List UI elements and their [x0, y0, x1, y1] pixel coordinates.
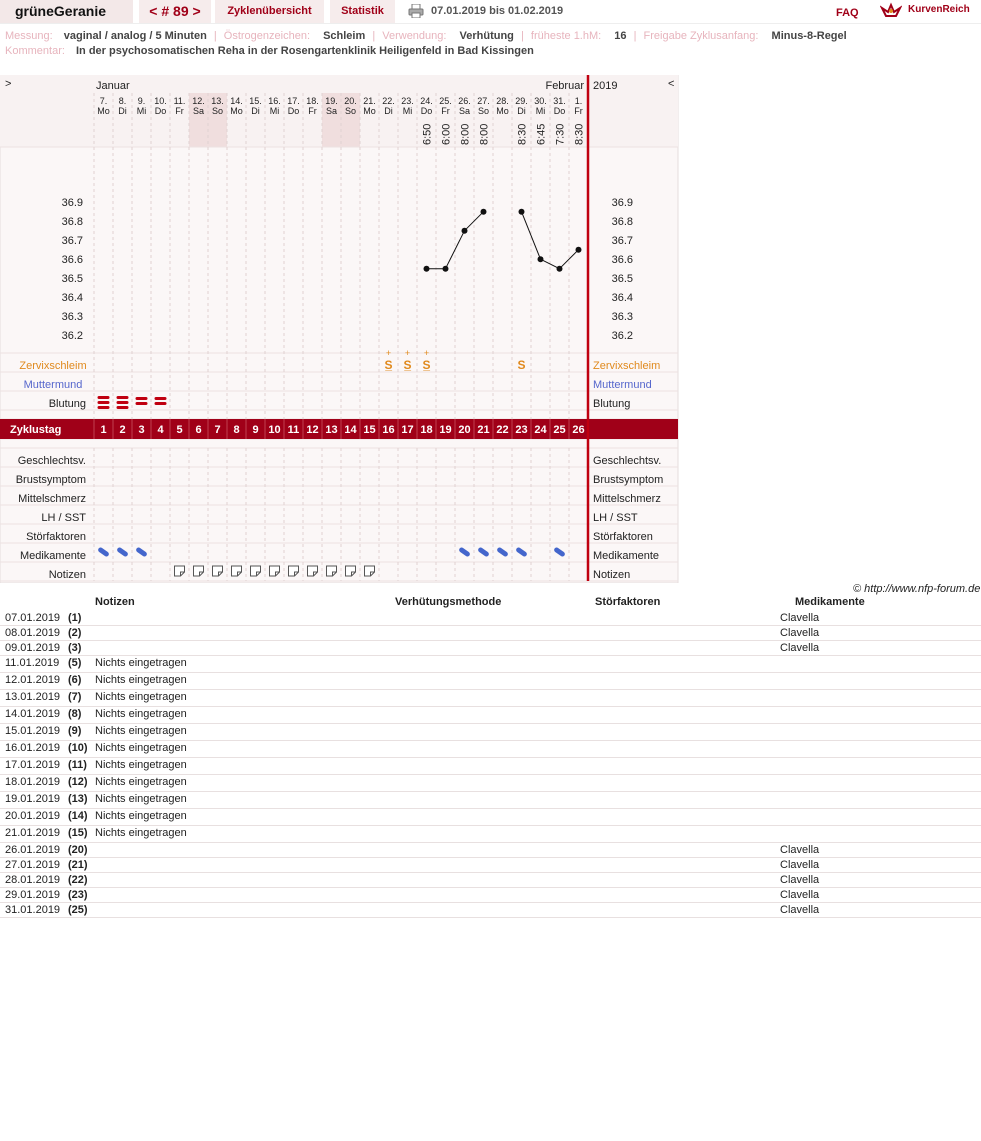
- info-line-2: [5, 45, 534, 57]
- zervix-plus-mark: +: [423, 348, 430, 358]
- row-note: Nichts eingetragen: [95, 725, 187, 737]
- row-date: 12.01.2019: [5, 674, 61, 686]
- day-number: 24.: [420, 96, 433, 106]
- table-row: [0, 611, 981, 626]
- row-date: 31.01.2019: [5, 904, 61, 916]
- tab-cycle-overview[interactable]: Zyklenübersicht: [215, 0, 324, 23]
- username-tab[interactable]: grüneGeranie: [0, 0, 133, 23]
- weekday-label: Do: [420, 106, 433, 116]
- row-note: Nichts eingetragen: [95, 742, 187, 754]
- y-tick-label-right: 36.3: [611, 311, 633, 324]
- table-row: [0, 873, 981, 888]
- row-date: 11.01.2019: [5, 657, 60, 669]
- weekday-label: Sa: [325, 106, 338, 116]
- separator: |: [520, 30, 524, 42]
- col-header-verhuetung: Verhütungsmethode: [395, 596, 502, 608]
- day-number: 8.: [118, 96, 127, 106]
- day-number: 7.: [99, 96, 108, 106]
- col-header-stoerfaktoren: Störfaktoren: [595, 596, 661, 608]
- row-cycle-day: (8): [68, 708, 82, 720]
- row-medication: Clavella: [780, 874, 820, 886]
- measurement-time: 8:00: [459, 123, 472, 145]
- weekday-label: Di: [384, 106, 393, 116]
- cycle-day-number: 24: [534, 424, 547, 436]
- separator: |: [633, 30, 637, 42]
- row-cycle-day: (20): [68, 844, 88, 856]
- day-number: 30.: [534, 96, 547, 106]
- row-date: 20.01.2019: [5, 810, 61, 822]
- cycle-day-number: 26: [572, 424, 585, 436]
- row-cycle-day: (9): [68, 725, 82, 737]
- cycle-day-number: 14: [344, 424, 357, 436]
- bleeding-mark: [155, 402, 167, 405]
- row-date: 17.01.2019: [5, 759, 61, 771]
- weekday-label: So: [477, 106, 490, 116]
- weekday-label: So: [344, 106, 357, 116]
- cycle-day-number: 23: [515, 424, 528, 436]
- row-note: Nichts eingetragen: [95, 674, 187, 686]
- top-bar: [0, 0, 981, 24]
- cycle-day-number: 18: [420, 424, 433, 436]
- y-tick-label-right: 36.2: [611, 330, 633, 343]
- frueh-label: früheste 1.hM:: [530, 30, 602, 42]
- day-number: 17.: [287, 96, 300, 106]
- row-label-zyklustag: Zyklustag: [10, 424, 62, 436]
- chart-background: [0, 75, 678, 583]
- day-number: 27.: [477, 96, 490, 106]
- row-label-muttermund: Muttermund: [23, 379, 83, 391]
- row-label-right-zervix: Zervixschleim: [593, 360, 661, 372]
- row-medication: Clavella: [780, 642, 820, 654]
- cycle-day-number: 16: [382, 424, 395, 436]
- day-number: 29.: [515, 96, 528, 106]
- row-date: 08.01.2019: [5, 627, 61, 639]
- y-tick-label: 36.2: [61, 330, 83, 343]
- day-number: 22.: [382, 96, 395, 106]
- row-cycle-day: (14): [68, 810, 88, 822]
- bleeding-mark: [98, 406, 110, 409]
- day-number: 18.: [306, 96, 319, 106]
- day-number: 1.: [574, 96, 583, 106]
- row-label-brust: Brustsymptom: [15, 474, 86, 486]
- row-cycle-day: (13): [68, 793, 88, 805]
- temperature-point: [519, 209, 525, 215]
- bleeding-mark: [117, 396, 129, 399]
- separator: |: [213, 30, 217, 42]
- temperature-point: [557, 266, 563, 272]
- row-label-right-blutung: Blutung: [593, 398, 631, 410]
- cycle-day-number: 17: [401, 424, 414, 436]
- row-note: Nichts eingetragen: [95, 708, 187, 720]
- row-note: Nichts eingetragen: [95, 691, 187, 703]
- day-number: 23.: [401, 96, 414, 106]
- table-row: [0, 673, 981, 690]
- table-row: [0, 843, 981, 858]
- row-cycle-day: (21): [68, 859, 88, 871]
- cycle-day-number: 3: [138, 424, 145, 436]
- oestrogen-value: Schleim: [323, 30, 366, 42]
- logo-text: KurvenReich: [908, 4, 970, 15]
- weekday-label: Do: [553, 106, 566, 116]
- row-label-right-medi: Medikamente: [593, 550, 660, 562]
- row-label-right-stoer: Störfaktoren: [593, 531, 653, 543]
- cycle-day-number: 2: [119, 424, 126, 436]
- separator: |: [372, 30, 376, 42]
- y-tick-label-right: 36.7: [611, 235, 633, 248]
- day-number: 9.: [137, 96, 146, 106]
- measurement-time: 8:30: [573, 123, 586, 145]
- row-label-zervix: Zervixschleim: [19, 360, 87, 372]
- day-number: 21.: [363, 96, 376, 106]
- measurement-time: 8:30: [516, 123, 529, 145]
- table-row: [0, 858, 981, 873]
- weekday-label: Sa: [192, 106, 205, 116]
- row-label-notizen: Notizen: [48, 569, 86, 581]
- bleeding-mark: [98, 401, 110, 404]
- weekday-label: Mi: [136, 106, 147, 116]
- cycle-day-number: 12: [306, 424, 319, 436]
- cycle-day-number: 15: [363, 424, 376, 436]
- row-cycle-day: (25): [68, 904, 88, 916]
- row-label-mittel: Mittelschmerz: [18, 493, 86, 505]
- row-cycle-day: (22): [68, 874, 88, 886]
- weekday-label: Fr: [175, 106, 184, 116]
- weekday-label: Mi: [535, 106, 546, 116]
- verwendung-label: Verwendung:: [382, 30, 447, 42]
- row-medication: Clavella: [780, 627, 820, 639]
- bleeding-mark: [117, 406, 129, 409]
- cycle-day-number: 5: [176, 424, 183, 436]
- col-header-notizen: Notizen: [95, 596, 135, 608]
- cycle-day-number: 22: [496, 424, 509, 436]
- row-date: 29.01.2019: [5, 889, 61, 901]
- row-note: Nichts eingetragen: [95, 759, 187, 771]
- row-cycle-day: (6): [68, 674, 82, 686]
- faq-link[interactable]: FAQ: [836, 7, 859, 19]
- row-date: 26.01.2019: [5, 844, 61, 856]
- row-cycle-day: (10): [68, 742, 88, 754]
- table-row: [0, 809, 981, 826]
- cycle-day-number: 8: [233, 424, 240, 436]
- row-label-right-geschlechtsv: Geschlechtsv.: [593, 455, 662, 467]
- temperature-point: [576, 247, 582, 253]
- cycle-day-number: 11: [287, 424, 300, 436]
- day-number: 14.: [230, 96, 243, 106]
- row-note: Nichts eingetragen: [95, 776, 187, 788]
- table-row: [0, 888, 981, 903]
- verwendung-value: Verhütung: [459, 30, 514, 42]
- nav-prev: >: [5, 78, 12, 90]
- weekday-label: Fr: [308, 106, 317, 116]
- bleeding-mark: [136, 397, 148, 400]
- y-tick-label-right: 36.5: [611, 273, 633, 286]
- row-cycle-day: (2): [68, 627, 82, 639]
- weekday-label: Mo: [97, 106, 110, 116]
- month-label-left: Januar: [96, 80, 130, 92]
- row-date: 28.01.2019: [5, 874, 61, 886]
- bleeding-mark: [155, 397, 167, 400]
- day-number: 11.: [173, 96, 186, 106]
- weekday-label: Mo: [363, 106, 376, 116]
- zervix-mark: S̲: [384, 358, 393, 372]
- row-date: 07.01.2019: [5, 612, 61, 624]
- day-number: 19.: [325, 96, 338, 106]
- row-note: Nichts eingetragen: [95, 827, 187, 839]
- cycle-day-number: 21: [477, 424, 490, 436]
- cycle-chart: [0, 75, 981, 583]
- weekday-label: Mo: [496, 106, 509, 116]
- weekday-label: Mi: [402, 106, 413, 116]
- weekday-label: Sa: [458, 106, 471, 116]
- table-row: [0, 792, 981, 809]
- cycle-day-number: 4: [157, 424, 164, 436]
- table-row: [0, 707, 981, 724]
- nav-next: <: [668, 78, 675, 90]
- table-row: [0, 656, 981, 673]
- cycle-day-number: 13: [325, 424, 338, 436]
- row-medication: Clavella: [780, 889, 820, 901]
- day-number: 13.: [211, 96, 224, 106]
- cycle-day-number: 25: [553, 424, 566, 436]
- table-row: [0, 741, 981, 758]
- row-note: Nichts eingetragen: [95, 810, 187, 822]
- frueh-value: 16: [614, 30, 627, 42]
- cycle-day-number: 19: [439, 424, 452, 436]
- table-row: [0, 724, 981, 741]
- day-number: 16.: [268, 96, 281, 106]
- day-number: 12.: [192, 96, 205, 106]
- cycle-day-number: 1: [100, 424, 107, 436]
- zervix-mark: S̲: [422, 358, 431, 372]
- row-date: 19.01.2019: [5, 793, 61, 805]
- info-line-1: [5, 30, 847, 42]
- temperature-point: [481, 209, 487, 215]
- row-date: 18.01.2019: [5, 776, 61, 788]
- y-tick-label: 36.4: [61, 292, 83, 305]
- row-date: 21.01.2019: [5, 827, 61, 839]
- row-date: 27.01.2019: [5, 859, 61, 871]
- temperature-point: [424, 266, 430, 272]
- table-row: [0, 758, 981, 775]
- oestrogen-label: Östrogenzeichen:: [223, 30, 310, 42]
- row-cycle-day: (1): [68, 612, 82, 624]
- row-label-medi: Medikamente: [19, 550, 86, 562]
- weekday-label: Di: [118, 106, 127, 116]
- y-tick-label: 36.8: [61, 216, 83, 229]
- zervix-plus-mark: +: [385, 348, 392, 358]
- weekday-label: Di: [517, 106, 526, 116]
- temperature-point: [538, 256, 544, 262]
- row-cycle-day: (15): [68, 827, 88, 839]
- row-medication: Clavella: [780, 904, 820, 916]
- y-tick-label: 36.9: [61, 197, 83, 210]
- measurement-time: 6:50: [421, 123, 434, 145]
- row-date: 13.01.2019: [5, 691, 61, 703]
- table-row: [0, 641, 981, 656]
- cycle-nav[interactable]: < # 89 >: [139, 0, 211, 23]
- y-tick-label: 36.7: [61, 235, 83, 248]
- weekday-label: Mo: [230, 106, 243, 116]
- kommentar-value: In der psychosomatischen Reha in der Rosengartenklinik Heiligenfeld in Bad Kissingen: [75, 45, 534, 57]
- row-medication: Clavella: [780, 859, 820, 871]
- zervix-mark: S̲: [403, 358, 412, 372]
- day-number: 28.: [496, 96, 509, 106]
- y-tick-label-right: 36.9: [611, 197, 633, 210]
- crown-icon: [880, 2, 902, 20]
- weekday-label: Do: [287, 106, 300, 116]
- messung-value: vaginal / analog / 5 Minuten: [63, 30, 207, 42]
- cycle-day-number: 10: [268, 424, 281, 436]
- row-note: Nichts eingetragen: [95, 793, 187, 805]
- row-label-stoer: Störfaktoren: [26, 531, 86, 543]
- kommentar-label: Kommentar:: [5, 45, 65, 57]
- copyright: © http://www.nfp-forum.de: [853, 583, 981, 595]
- kurvenreich-logo[interactable]: [880, 2, 980, 22]
- weekday-label: Do: [154, 106, 167, 116]
- row-medication: Clavella: [780, 612, 820, 624]
- row-date: 14.01.2019: [5, 708, 61, 720]
- row-medication: Clavella: [780, 844, 820, 856]
- day-number: 31.: [553, 96, 566, 106]
- measurement-time: 6:45: [535, 123, 548, 145]
- day-number: 10.: [154, 96, 167, 106]
- measurement-time: 6:00: [440, 123, 453, 145]
- bleeding-mark: [136, 402, 148, 405]
- day-number: 25.: [439, 96, 452, 106]
- measurement-time: 8:00: [478, 123, 491, 145]
- row-cycle-day: (11): [68, 759, 87, 771]
- table-row: [0, 775, 981, 792]
- cycle-day-number: 6: [195, 424, 202, 436]
- y-tick-label-right: 36.4: [611, 292, 633, 305]
- weekday-label: Fr: [574, 106, 583, 116]
- row-note: Nichts eingetragen: [95, 657, 187, 669]
- row-cycle-day: (23): [68, 889, 88, 901]
- bleeding-mark: [117, 401, 129, 404]
- col-header-medikamente: Medikamente: [795, 596, 865, 608]
- row-label-right-notizen: Notizen: [593, 569, 631, 581]
- day-number: 26.: [458, 96, 471, 106]
- row-label-right-lh: LH / SST: [593, 512, 638, 524]
- row-label-geschlechtsv: Geschlechtsv.: [17, 455, 86, 467]
- row-date: 16.01.2019: [5, 742, 61, 754]
- y-tick-label-right: 36.6: [611, 254, 633, 267]
- row-label-lh: LH / SST: [41, 512, 86, 524]
- y-tick-label: 36.6: [61, 254, 83, 267]
- weekday-label: So: [211, 106, 224, 116]
- freigabe-value: Minus-8-Regel: [771, 30, 847, 42]
- row-label-right-muttermund: Muttermund: [593, 379, 652, 391]
- table-row: [0, 626, 981, 641]
- weekday-label: Di: [251, 106, 260, 116]
- temperature-point: [443, 266, 449, 272]
- day-number: 15.: [249, 96, 262, 106]
- day-number: 20.: [344, 96, 357, 106]
- table-row: [0, 903, 981, 918]
- measurement-time: 7:30: [554, 123, 567, 145]
- y-tick-label-right: 36.8: [611, 216, 633, 229]
- tab-statistics[interactable]: Statistik: [330, 0, 395, 23]
- month-label-right: Februar: [545, 80, 584, 92]
- year-label: 2019: [593, 80, 618, 92]
- row-cycle-day: (3): [68, 642, 82, 654]
- row-cycle-day: (7): [68, 691, 82, 703]
- temperature-point: [462, 228, 468, 234]
- date-range: 07.01.2019 bis 01.02.2019: [431, 5, 564, 17]
- row-label-right-mittel: Mittelschmerz: [593, 493, 661, 505]
- table-row: [0, 826, 981, 843]
- table-row: [0, 690, 981, 707]
- bleeding-mark: [98, 396, 110, 399]
- row-date: 15.01.2019: [5, 725, 61, 737]
- weekday-label: Fr: [441, 106, 450, 116]
- cycle-day-number: 7: [214, 424, 221, 436]
- row-cycle-day: (12): [68, 776, 88, 788]
- row-cycle-day: (5): [68, 657, 82, 669]
- zervix-plus-mark: +: [404, 348, 411, 358]
- weekday-label: Mi: [269, 106, 280, 116]
- y-tick-label: 36.5: [61, 273, 83, 286]
- printer-icon[interactable]: [408, 4, 424, 18]
- y-tick-label: 36.3: [61, 311, 83, 324]
- cycle-day-number: 20: [458, 424, 471, 436]
- row-date: 09.01.2019: [5, 642, 61, 654]
- freigabe-label: Freigabe Zyklusanfang:: [643, 30, 759, 42]
- row-label-blutung: Blutung: [48, 398, 86, 410]
- row-label-right-brust: Brustsymptom: [593, 474, 664, 486]
- zervix-mark: S: [517, 358, 526, 372]
- cycle-day-number: 9: [252, 424, 259, 436]
- messung-label: Messung:: [5, 30, 53, 42]
